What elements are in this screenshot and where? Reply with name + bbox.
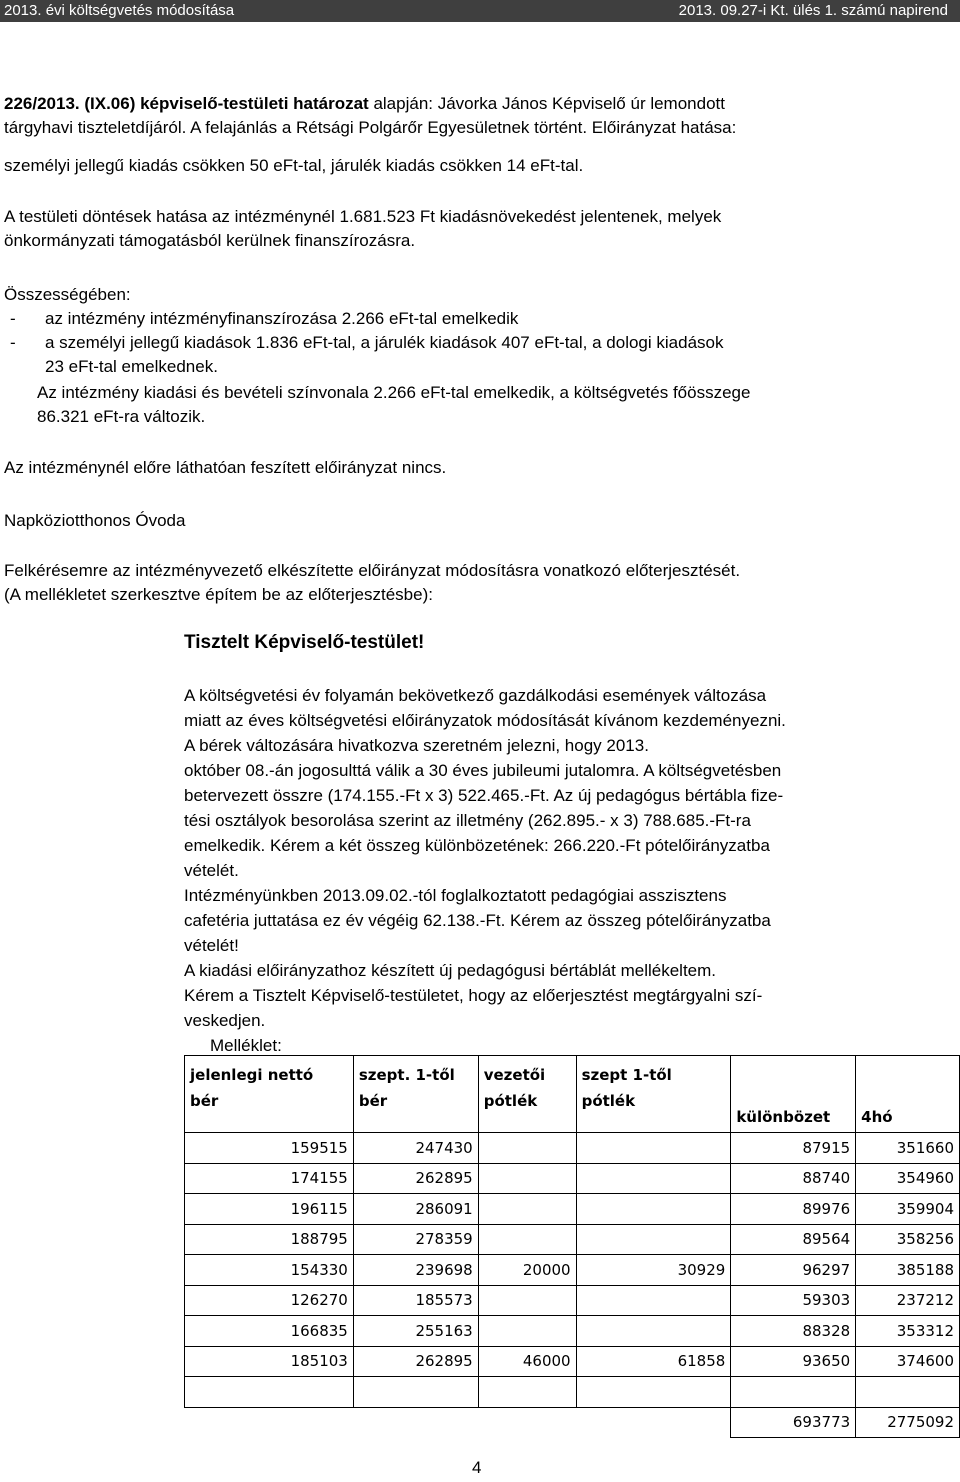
letter-line: [184, 833, 956, 858]
letter-line: [184, 908, 956, 933]
letter-line-text: Intézményünkben 2013.09.02.-tól foglalkoztatott pedagógiai asszisztens: [184, 886, 727, 905]
letter-line: [184, 1008, 956, 1033]
letter-line-text: A bérek változására hivatkozva szeretném jelezni, hogy 2013.: [184, 736, 649, 755]
letter-line-text: cafetéria juttatása ez év végéig 62.138.-Ft. Kérem az összeg pótelőirányzatba: [184, 911, 771, 930]
para1-line2: tárgyhavi tiszteletdíjáról. A felajánlás a Rétsági Polgárőr Egyesületnek történt. Előirányzat hatása:: [4, 118, 737, 137]
letter-line: [184, 808, 956, 833]
table-cell: 87915: [731, 1133, 856, 1164]
table-cell: [576, 1224, 731, 1255]
letter-line: [184, 983, 956, 1008]
table-cell: 351660: [856, 1133, 960, 1164]
section-title: Napköziotthonos Óvoda: [4, 511, 186, 530]
letter-line: [184, 758, 956, 783]
table-cell: [576, 1316, 731, 1347]
table-cell: 239698: [353, 1255, 478, 1286]
table-cell: 385188: [856, 1255, 960, 1286]
table-cell: 237212: [856, 1285, 960, 1316]
letter-line: [184, 708, 956, 733]
table-cell: 286091: [353, 1194, 478, 1225]
request-line2: (A mellékletet szerkesztve építem be az előterjesztésbe):: [4, 585, 433, 604]
table-cell: 185573: [353, 1285, 478, 1316]
letter-line-text: A költségvetési év folyamán bekövetkező gazdálkodási események változása: [184, 686, 767, 705]
header-4-months: 4hó: [861, 1108, 893, 1126]
header-left-text: 2013. évi költségvetés módosítása: [4, 2, 235, 19]
header-sept-salary: szept. 1-től bér: [358, 1066, 455, 1110]
letter-line: [184, 733, 956, 758]
table-row: [185, 1377, 960, 1408]
letter-body: [184, 683, 956, 1058]
column-header: [576, 1056, 731, 1133]
table-cell: 20000: [478, 1255, 576, 1286]
table-cell: [185, 1407, 354, 1438]
table-cell: 88328: [731, 1316, 856, 1347]
table-cell: 96297: [731, 1255, 856, 1286]
table-cell: 89564: [731, 1224, 856, 1255]
letter-line: [184, 933, 956, 958]
para1-line3: személyi jellegű kiadás csökken 50 eFt-tal, járulék kiadás csökken 14 eFt-tal.: [4, 156, 584, 175]
table-cell: [478, 1133, 576, 1164]
table-cell: [478, 1407, 576, 1438]
summary-item1: az intézmény intézményfinanszírozása 2.266 eFt-tal emelkedik: [45, 309, 519, 328]
table-cell: 196115: [185, 1194, 354, 1225]
table-cell: [731, 1377, 856, 1408]
no-budget-note: Az intézménynél előre láthatóan feszített előirányzat nincs.: [4, 458, 447, 477]
table-cell: [576, 1194, 731, 1225]
summary-item2-line1: a személyi jellegű kiadások 1.836 eFt-tal, a járulék kiadások 407 eFt-tal, a dologi kiadások: [45, 333, 724, 352]
table-cell: [478, 1224, 576, 1255]
table-row: [185, 1133, 960, 1164]
table-cell: [353, 1407, 478, 1438]
letter-line: [184, 958, 956, 983]
letter-line-text: veskedjen.: [184, 1011, 266, 1030]
para1-line1: [4, 92, 960, 116]
table-cell: 359904: [856, 1194, 960, 1225]
table-cell: 247430: [353, 1133, 478, 1164]
letter-line-text: betervezett összre (174.155.-Ft x 3) 522.465.-Ft. Az új pedagógus bértábla fize-: [184, 786, 784, 805]
table-cell: 353312: [856, 1316, 960, 1347]
table-row: [185, 1163, 960, 1194]
header-right-text: 2013. 09.27-i Kt. ülés 1. számú napirend: [678, 2, 948, 19]
table-cell: 185103: [185, 1346, 354, 1377]
table-cell: [576, 1407, 731, 1438]
table-row: [185, 1316, 960, 1347]
table-row: [185, 1346, 960, 1377]
bullet-dash: -: [10, 333, 16, 352]
table-cell: 46000: [478, 1346, 576, 1377]
table-cell: [478, 1316, 576, 1347]
resolution-reference: 226/2013. (IX.06) képviselő-testületi határozat: [4, 94, 369, 113]
table-header-row: [185, 1056, 960, 1133]
letter-line-text: tési osztályok besorolása szerint az illetmény (262.895.- x 3) 788.685.-Ft-ra: [184, 811, 751, 830]
bullet-dash: -: [10, 309, 16, 328]
column-header: [353, 1056, 478, 1133]
salary-table: [184, 1055, 960, 1438]
table-cell: 88740: [731, 1163, 856, 1194]
table-cell: [576, 1163, 731, 1194]
table-cell: 30929: [576, 1255, 731, 1286]
table-cell: [576, 1377, 731, 1408]
table-cell: [185, 1377, 354, 1408]
table-cell: 255163: [353, 1316, 478, 1347]
total-4-months: 2775092: [856, 1407, 960, 1438]
para2-line1: A testületi döntések hatása az intézménynél 1.681.523 Ft kiadásnövekedést jelentenek, melyek: [4, 207, 722, 226]
header-current-net-salary: jelenlegi nettó bér: [190, 1066, 314, 1110]
table-cell: 61858: [576, 1346, 731, 1377]
summary-total-line1: Az intézmény kiadási és bevételi színvonala 2.266 eFt-tal emelkedik, a költségvetés főösszege: [37, 383, 751, 402]
table-cell: [478, 1377, 576, 1408]
letter-line-text: A kiadási előirányzathoz készített új pedagógusi bértáblát mellékeltem.: [184, 961, 717, 980]
table-cell: [576, 1285, 731, 1316]
table-cell: 278359: [353, 1224, 478, 1255]
letter-line-text: vételét.: [184, 861, 239, 880]
para1-line1-rest: alapján: Jávorka János Képviselő úr lemondott: [368, 94, 725, 113]
table-cell: 174155: [185, 1163, 354, 1194]
table-cell: [576, 1133, 731, 1164]
summary-heading: Összességében:: [4, 285, 131, 304]
table-row: [185, 1255, 960, 1286]
header-management-allowance: vezetői pótlék: [483, 1066, 546, 1110]
table-cell: [353, 1377, 478, 1408]
summary-total-line2: 86.321 eFt-ra változik.: [37, 407, 206, 426]
table-cell: [478, 1285, 576, 1316]
letter-line-text: Kérem a Tisztelt Képviselő-testületet, hogy az előerjesztést megtárgyalni szí-: [184, 986, 763, 1005]
column-header: [478, 1056, 576, 1133]
table-cell: [856, 1377, 960, 1408]
letter-salutation: Tisztelt Képviselő-testület!: [184, 632, 425, 653]
letter-line: [184, 883, 956, 908]
table-cell: 154330: [185, 1255, 354, 1286]
table-row: [185, 1285, 960, 1316]
summary-item2-line2: 23 eFt-tal emelkednek.: [45, 357, 218, 376]
header-sept-allowance: szept 1-től pótlék: [581, 1066, 672, 1110]
table-cell: 126270: [185, 1285, 354, 1316]
letter-line-text: emelkedik. Kérem a két összeg különbözetének: 266.220.-Ft pótelőirányzatba: [184, 836, 770, 855]
table-cell: 93650: [731, 1346, 856, 1377]
request-line1: Felkérésemre az intézményvezető elkészítette előirányzat módosításra vonatkozó előterjesztését.: [4, 561, 741, 580]
table-total-row: [185, 1407, 960, 1438]
letter-line: [184, 858, 956, 883]
letter-line-text: vételét!: [184, 936, 239, 955]
total-difference: 693773: [731, 1407, 856, 1438]
table-cell: [478, 1163, 576, 1194]
column-header: [731, 1056, 856, 1133]
table-row: [185, 1224, 960, 1255]
column-header: [856, 1056, 960, 1133]
page-header: [0, 0, 960, 22]
table-cell: 262895: [353, 1346, 478, 1377]
header-difference: különbözet: [736, 1108, 831, 1126]
letter-line-text: október 08.-án jogosulttá válik a 30 éves jubileumi jutalomra. A költségvetésben: [184, 761, 782, 780]
table-cell: 59303: [731, 1285, 856, 1316]
letter-line: [184, 683, 956, 708]
table-cell: 358256: [856, 1224, 960, 1255]
para2-line2: önkormányzati támogatásból kerülnek finanszírozásra.: [4, 231, 416, 250]
table-cell: 374600: [856, 1346, 960, 1377]
table-cell: [478, 1194, 576, 1225]
table-cell: 166835: [185, 1316, 354, 1347]
table-cell: 89976: [731, 1194, 856, 1225]
column-header: [185, 1056, 354, 1133]
table-cell: 354960: [856, 1163, 960, 1194]
table-cell: 262895: [353, 1163, 478, 1194]
table-cell: 159515: [185, 1133, 354, 1164]
page-number: 4: [472, 1458, 482, 1477]
letter-line: [184, 783, 956, 808]
table-cell: 188795: [185, 1224, 354, 1255]
letter-line-text: miatt az éves költségvetési előirányzatok módosítását kívánom kezdeményezni.: [184, 711, 786, 730]
attachment-label: Melléklet:: [210, 1036, 282, 1055]
table-row: [185, 1194, 960, 1225]
